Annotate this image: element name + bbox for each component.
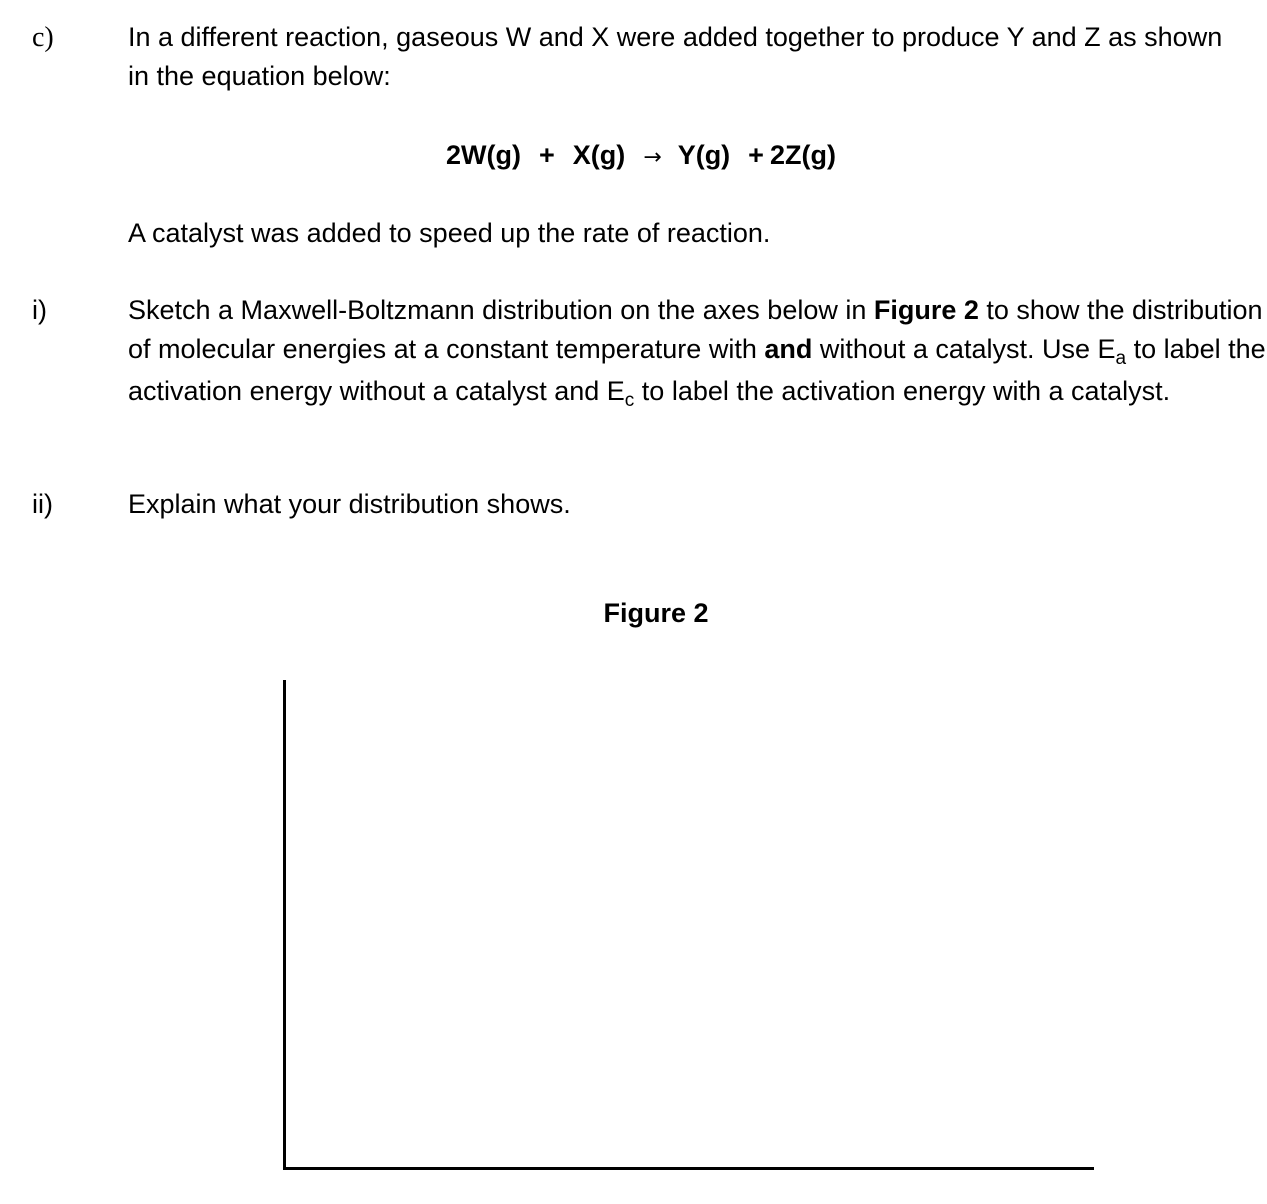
reaction-arrow-icon: → — [643, 145, 662, 170]
equation-plus: + — [538, 140, 555, 170]
equation-plus: + — [748, 140, 764, 170]
part-i-text: to label the activation energy without a catalyst and E — [128, 334, 1266, 406]
part-ii-question: Explain what your distribution shows. — [128, 489, 571, 519]
part-i-text: Sketch a Maxwell-Boltzmann distribution on the axes below in — [128, 295, 874, 325]
question-intro: In a different reaction, gaseous W and X were added together to produce Y and Z as shown in the equation below: — [128, 22, 1223, 91]
part-i-text: to show the distribution of molecular energies at a constant temperature with — [128, 295, 1263, 364]
equation-reactant-x: X(g) — [572, 140, 626, 170]
section-label-c: c) — [32, 22, 54, 53]
part-label-i: i) — [32, 295, 47, 325]
equation-product-z: 2Z(g) — [769, 140, 836, 170]
catalyst-note: A catalyst was added to speed up the rate of reaction. — [128, 218, 771, 248]
figure-title: Figure 2 — [603, 598, 709, 628]
part-label-ii: ii) — [32, 489, 53, 519]
part-i-text: without a catalyst. Use E — [812, 334, 1116, 364]
equation-product-y: Y(g) — [677, 140, 731, 170]
subscript-a: a — [1115, 348, 1127, 369]
emphasis-and: and — [764, 334, 813, 364]
equation-reactant-w: 2W(g) — [446, 140, 521, 170]
subscript-c: c — [624, 390, 635, 411]
figure-reference: Figure 2 — [873, 295, 979, 325]
part-i-text: to label the activation energy with a catalyst. — [634, 376, 1171, 406]
